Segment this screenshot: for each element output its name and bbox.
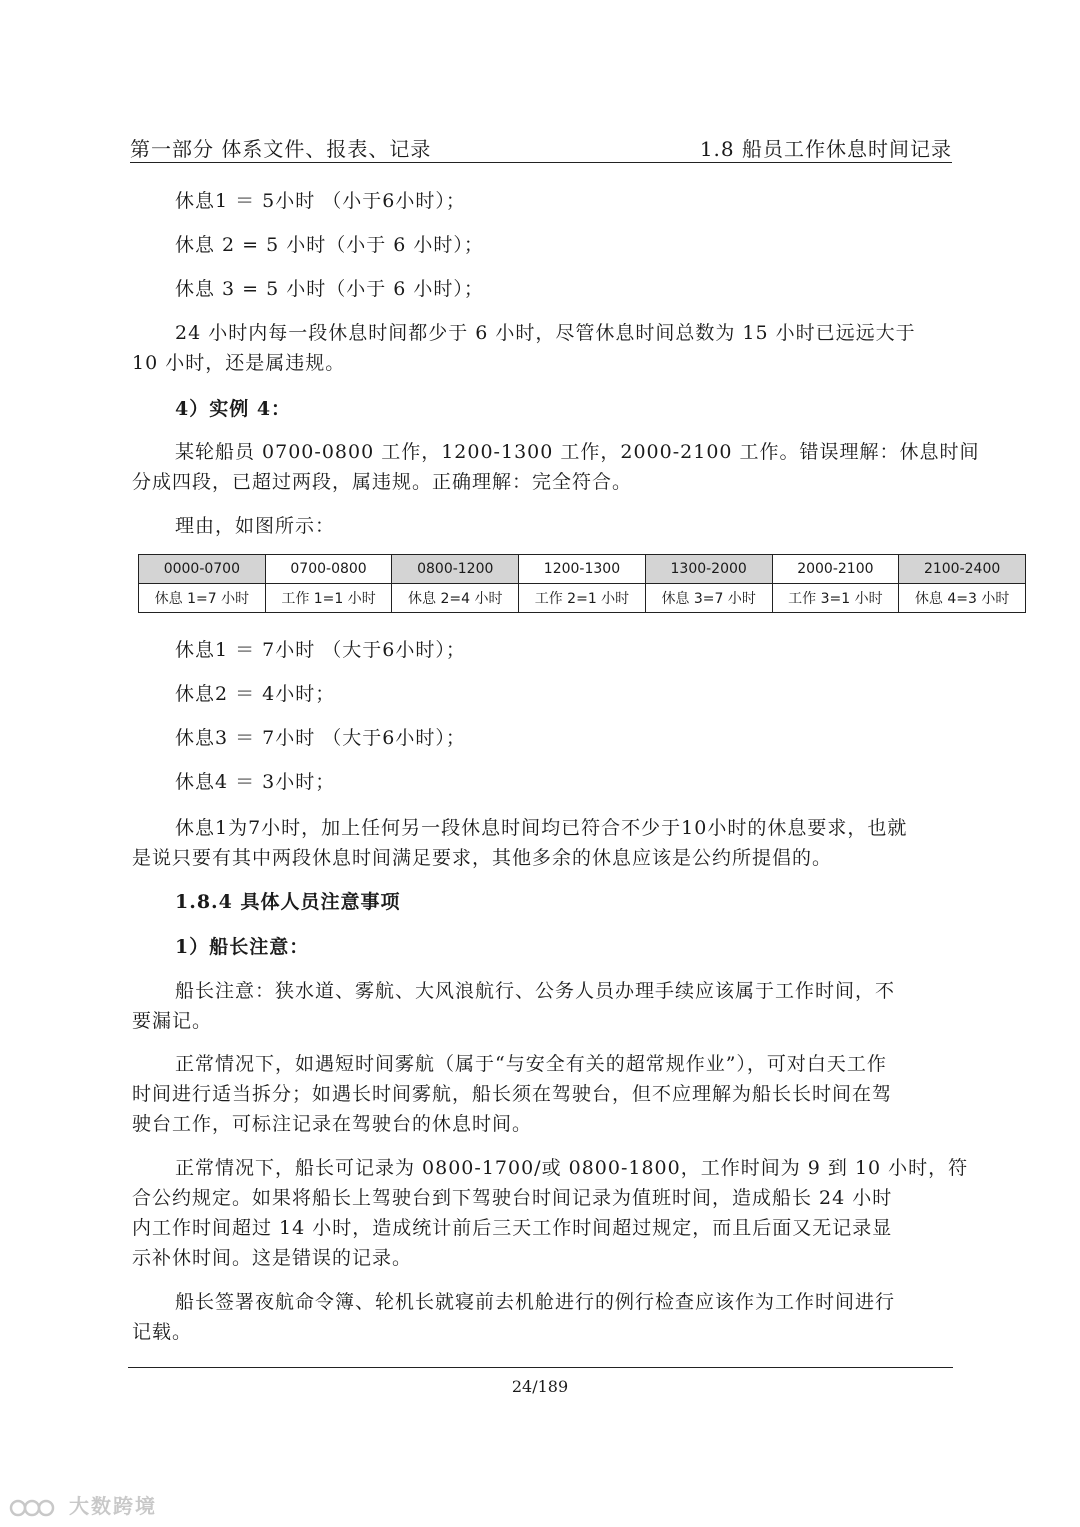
header-section-title: 第一部分 体系文件、报表、记录 [130, 137, 432, 161]
label-cell: 休息 2=4 小时 [392, 584, 519, 613]
time-cell: 2100-2400 [899, 555, 1026, 584]
time-cell: 2000-2100 [772, 555, 899, 584]
rest-4-result: 休息4 ＝ 3小时； [175, 771, 336, 793]
captain-paragraph-2-line-1: 正常情况下，如遇短时间雾航（属于“与安全有关的超常规作业”），可对白天工作 [175, 1053, 887, 1075]
captain-paragraph-1-line-2: 要漏记。 [132, 1010, 213, 1032]
label-cell: 工作 2=1 小时 [519, 584, 646, 613]
captain-paragraph-3-line-1: 正常情况下，船长可记录为 0800-1700/或 0800-1800，工作时间为 9 到 10 小时，符 [175, 1157, 969, 1179]
page-header [130, 130, 952, 163]
example-4-paragraph-line-1: 某轮船员 0700-0800 工作，1200-1300 工作，2000-2100 工作。错误理解：休息时间 [175, 441, 980, 463]
rest-3-result: 休息3 ＝ 7小时 （大于6小时）； [175, 727, 466, 749]
time-cell: 0800-1200 [392, 555, 519, 584]
label-cell: 工作 3=1 小时 [772, 584, 899, 613]
captain-paragraph-2-line-2: 时间进行适当拆分；如遇长时间雾航，船长须在驾驶台，但不应理解为船长长时间在驾 [132, 1083, 893, 1105]
time-cell: 0000-0700 [139, 555, 266, 584]
violation-paragraph-line-2: 10 小时，还是属违规。 [132, 352, 346, 374]
captain-heading: 1）船长注意： [175, 936, 310, 958]
rest-2-result: 休息2 ＝ 4小时； [175, 683, 336, 705]
section-1-8-4-heading: 1.8.4 具体人员注意事项 [175, 891, 401, 913]
example-4-heading: 4）实例 4： [175, 398, 292, 420]
rest-1-line: 休息1 ＝ 5小时 （小于6小时）； [175, 190, 466, 212]
schedule-time-row [139, 555, 1026, 584]
header-chapter-title: 1.8 船员工作休息时间记录 [699, 137, 952, 161]
footer-divider [128, 1367, 953, 1368]
captain-paragraph-2-line-3: 驶台工作，可标注记录在驾驶台的休息时间。 [132, 1113, 533, 1135]
label-cell: 休息 4=3 小时 [899, 584, 1026, 613]
label-cell: 休息 3=7 小时 [645, 584, 772, 613]
watermark [8, 1490, 157, 1516]
label-cell: 休息 1=7 小时 [139, 584, 266, 613]
captain-paragraph-3-line-3: 内工作时间超过 14 小时，造成统计前后三天工作时间超过规定，而且后面又无记录显 [132, 1217, 893, 1239]
captain-paragraph-3-line-4: 示补休时间。这是错误的记录。 [132, 1247, 413, 1269]
time-cell: 1200-1300 [519, 555, 646, 584]
watermark-logo-icon [8, 1496, 56, 1520]
example-4-paragraph-line-2: 分成四段，已超过两段，属违规。正确理解：完全符合。 [132, 471, 633, 493]
page-number: 24/189 [511, 1377, 569, 1396]
schedule-table [138, 554, 1026, 613]
reason-line: 理由，如图所示： [175, 515, 336, 537]
captain-paragraph-3-line-2: 合公约规定。如果将船长上驾驶台到下驾驶台时间记录为值班时间，造成船长 24 小时 [132, 1187, 893, 1209]
conclusion-paragraph-line-2: 是说只要有其中两段休息时间满足要求，其他多余的休息应该是公约所提倡的。 [132, 847, 833, 869]
time-cell: 1300-2000 [645, 555, 772, 584]
captain-paragraph-1-line-1: 船长注意：狭水道、雾航、大风浪航行、公务人员办理手续应该属于工作时间，不 [175, 980, 896, 1002]
captain-paragraph-4-line-1: 船长签署夜航命令簿、轮机长就寝前去机舱进行的例行检查应该作为工作时间进行 [175, 1291, 896, 1313]
label-cell: 工作 1=1 小时 [265, 584, 392, 613]
rest-3-line: 休息 3 = 5 小时（小于 6 小时）； [175, 278, 484, 300]
rest-2-line: 休息 2 = 5 小时（小于 6 小时）； [175, 234, 484, 256]
conclusion-paragraph-line-1: 休息1为7小时，加上任何另一段休息时间均已符合不少于10小时的休息要求，也就 [175, 817, 908, 839]
captain-paragraph-4-line-2: 记载。 [132, 1321, 193, 1343]
violation-paragraph-line-1: 24 小时内每一段休息时间都少于 6 小时，尽管休息时间总数为 15 小时已远远大于 [175, 322, 916, 344]
schedule-label-row [139, 584, 1026, 613]
rest-1-result: 休息1 ＝ 7小时 （大于6小时）； [175, 639, 466, 661]
time-cell: 0700-0800 [265, 555, 392, 584]
watermark-text: 大数跨境 [68, 1494, 157, 1518]
